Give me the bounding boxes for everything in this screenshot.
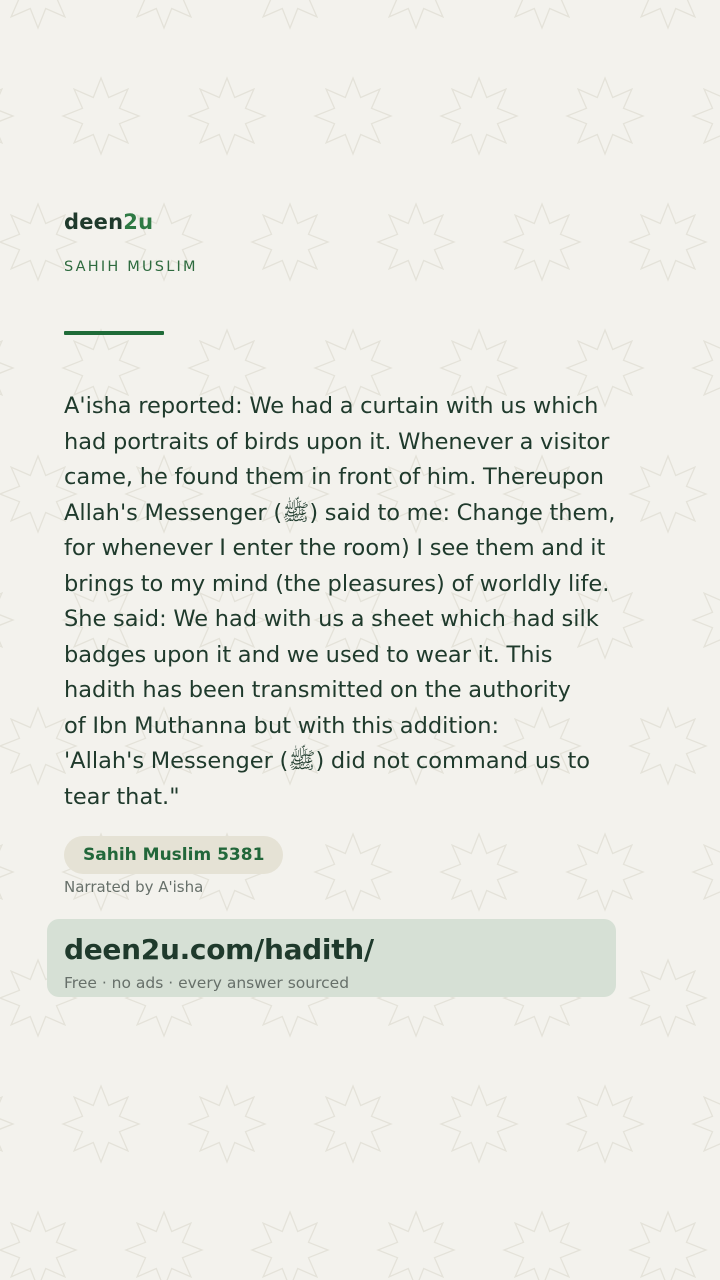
- reference-badge: Sahih Muslim 5381: [64, 836, 283, 874]
- collection-label: SAHIH MUSLIM: [64, 259, 198, 275]
- brand-logo: [64, 210, 153, 234]
- website-tagline: Free · no ads · every answer sourced: [64, 974, 350, 992]
- hadith-text: A'isha reported: We had a curtain with us which had portraits of birds upon it. Whenever a visitor came, he found them in front of him. Thereupon Allah's Messenger (ﷺ) said to me: Change them, for whenever I enter the room) I see them and it brings to my mind (the pleasures) of worldly life. She said: We had with us a sheet which had silk badges upon it and we used to wear it. This hadith has been transmitted on the authority of Ibn Muthanna but with this addition: 'Allah's Messenger (ﷺ) did not command us to tear that.": [64, 393, 616, 810]
- website-link-card[interactable]: [47, 919, 616, 997]
- brand-prefix: deen: [64, 210, 124, 234]
- brand-accent: 2u: [123, 210, 154, 234]
- section-divider: [64, 331, 164, 335]
- website-url[interactable]: deen2u.com/hadith/: [64, 933, 374, 966]
- narrator-label: Narrated by A'isha: [64, 878, 204, 896]
